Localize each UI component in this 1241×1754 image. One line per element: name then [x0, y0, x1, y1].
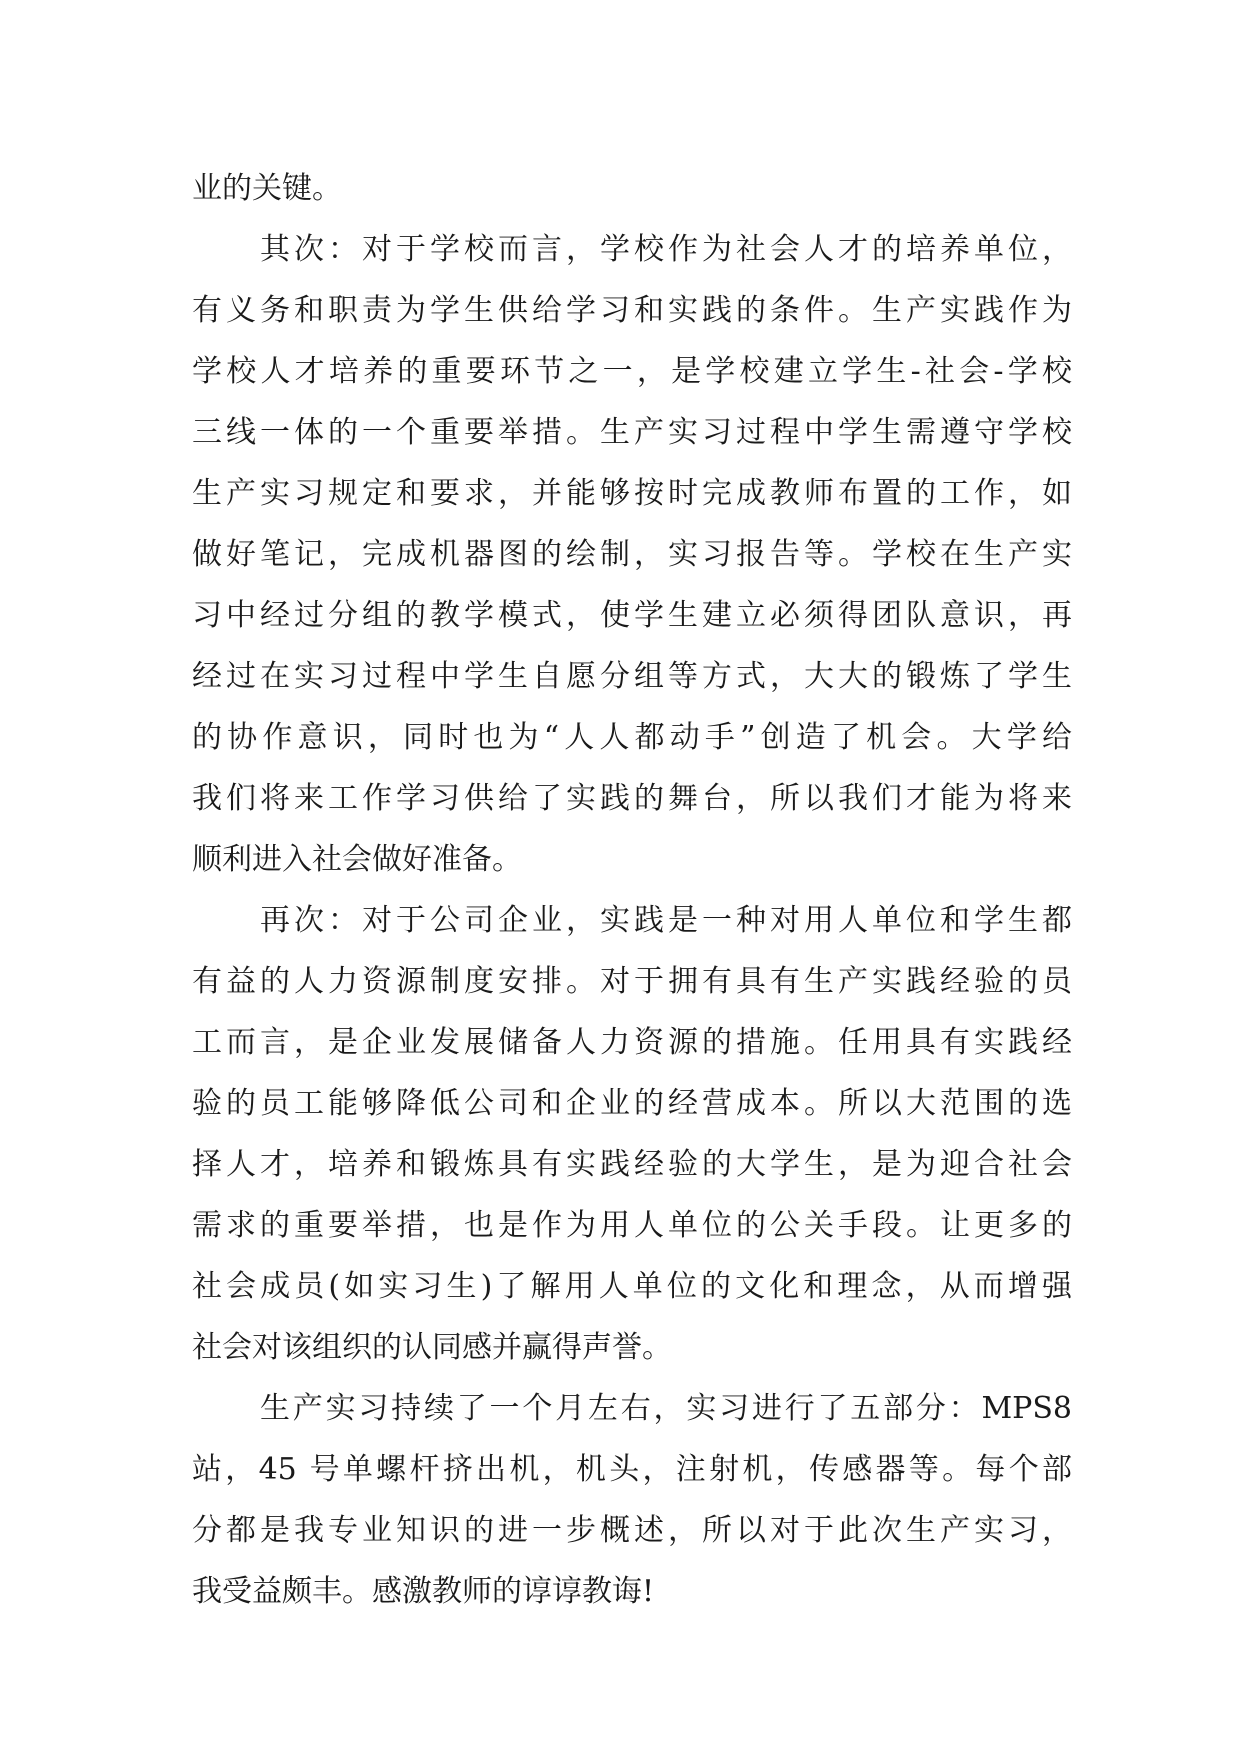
text-line: 有义务和职责为学生供给学习和实践的条件。生产实践作为 — [192, 293, 1072, 328]
text-line: 我受益颇丰。感激教师的谆谆教诲! — [192, 1574, 655, 1609]
text-line: 的协作意识，同时也为“人人都动手”创造了机会。大学给 — [192, 720, 1072, 755]
text-line: 三线一体的一个重要举措。生产实习过程中学生需遵守学校 — [192, 415, 1072, 450]
text-line: 做好笔记，完成机器图的绘制，实习报告等。学校在生产实 — [192, 537, 1072, 572]
text-line: 验的员工能够降低公司和企业的经营成本。所以大范围的选 — [192, 1086, 1072, 1121]
text-line: 顺利进入社会做好准备。 — [192, 842, 522, 877]
text-line: 择人才，培养和锻炼具有实践经验的大学生，是为迎合社会 — [192, 1147, 1072, 1182]
text-line: 其次：对于学校而言，学校作为社会人才的培养单位， — [260, 232, 1072, 267]
text-line: 再次：对于公司企业，实践是一种对用人单位和学生都 — [260, 903, 1072, 938]
text-line: 社会成员(如实习生)了解用人单位的文化和理念，从而增强 — [192, 1269, 1072, 1304]
text-line: 社会对该组织的认同感并赢得声誉。 — [192, 1330, 672, 1365]
text-line: 生产实习持续了一个月左右，实习进行了五部分：MPS8 — [260, 1391, 1072, 1426]
text-line: 业的关键。 — [192, 171, 342, 206]
text-line: 我们将来工作学习供给了实践的舞台，所以我们才能为将来 — [192, 781, 1072, 816]
text-line: 习中经过分组的教学模式，使学生建立必须得团队意识，再 — [192, 598, 1072, 633]
text-line: 学校人才培养的重要环节之一，是学校建立学生-社会-学校 — [192, 354, 1072, 389]
text-line: 经过在实习过程中学生自愿分组等方式，大大的锻炼了学生 — [192, 659, 1072, 694]
text-line: 工而言，是企业发展储备人力资源的措施。任用具有实践经 — [192, 1025, 1072, 1060]
text-line: 站，45 号单螺杆挤出机，机头，注射机，传感器等。每个部 — [192, 1452, 1072, 1487]
text-line: 生产实习规定和要求，并能够按时完成教师布置的工作，如 — [192, 476, 1072, 511]
body-text — [192, 158, 1072, 1622]
text-line: 分都是我专业知识的进一步概述，所以对于此次生产实习， — [192, 1513, 1072, 1548]
text-line: 需求的重要举措，也是作为用人单位的公关手段。让更多的 — [192, 1208, 1072, 1243]
text-line: 有益的人力资源制度安排。对于拥有具有生产实践经验的员 — [192, 964, 1072, 999]
